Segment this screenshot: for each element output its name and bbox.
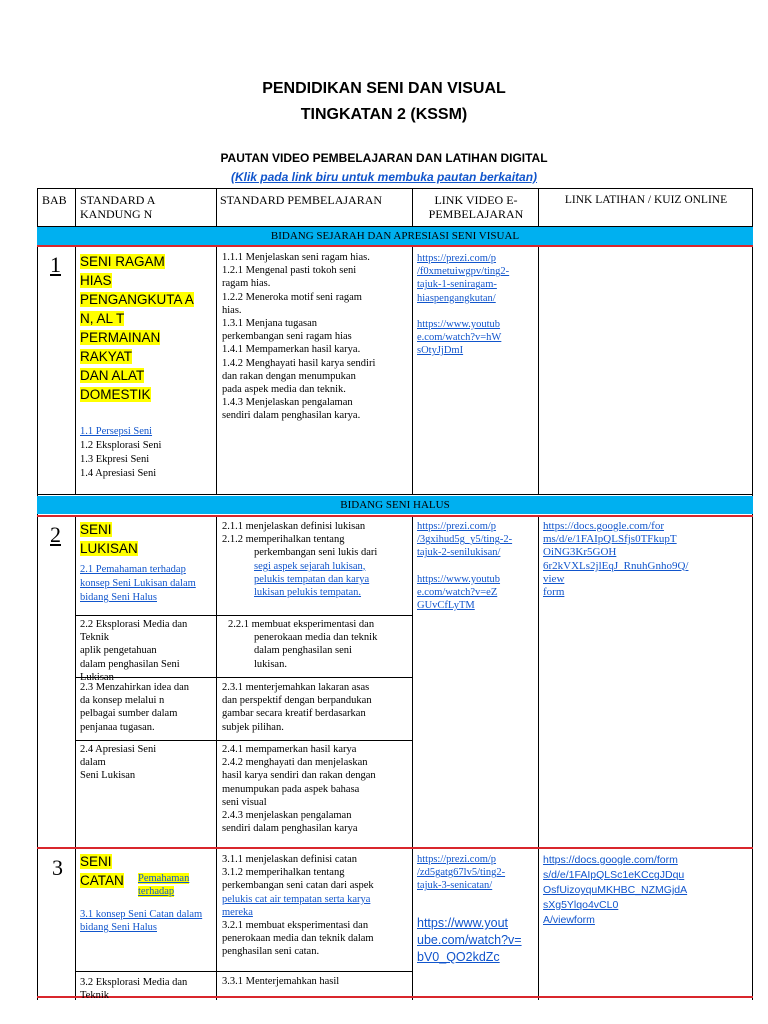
chapter-1-standard-pembelajaran: 1.1.1 Menjelaskan seni ragam hias. 1.2.1 Mengenal pasti tokoh seni ragam hias. 1.2.2 Meneroka motif seni ragam hias. 1.3.1 Menjana tugasan perkembangan seni ragam hias 1.4.1 Mempamerkan hasil karya. 1.4.2 Menghayati hasil karya sendiri dan rakan dengan menumpukan pada aspek media dan teknik. 1.4.3 Menjelaskan pengalaman sendiri dalam penghasilan karya. xyxy=(222,252,376,422)
table-top-border xyxy=(37,188,753,189)
sk-link-persepsi[interactable]: 1.1 Persepsi Seni xyxy=(80,426,153,437)
row-line xyxy=(75,740,412,741)
chapter-2-title: SENI LUKISAN xyxy=(80,522,138,556)
table-left-border xyxy=(37,188,38,1000)
chapter-3-sk-eksplorasi: 3.2 Eksplorasi Media dan Teknik xyxy=(80,977,188,1002)
chapter-number-3: 3 xyxy=(52,855,63,880)
document-subtitle: PAUTAN VIDEO PEMBELAJARAN DAN LATIHAN DIGITAL xyxy=(220,151,548,165)
chapter-2-sk-apresiasi: 2.4 Apresiasi Seni dalam Seni Lukisan xyxy=(80,744,157,782)
chapter-2-sk-eksplorasi: 2.2 Eksplorasi Media dan Teknik aplik pengetahuan dalam penghasilan Seni Lukisan xyxy=(80,619,188,683)
col-line xyxy=(412,517,413,1000)
col-line xyxy=(412,246,413,494)
row-line xyxy=(75,971,412,972)
chapter-2-sp-23: 2.3.1 menterjemahkan lakaran asas dan perspektif dengan berpandukan gambar secara kreatif berdasarkan subjek pilihan. xyxy=(222,682,372,733)
chapter-3-prezi-link[interactable]: https://prezi.com/p /zd5gatg67lv5/ting2- tajuk-3-senicatan/ xyxy=(417,854,506,892)
chapter-2-video-links[interactable]: https://prezi.com/p /3gxihud5g_y5/ting-2- tajuk-2-senilukisan/ https://www.youtub e.com/watch?v=eZ GUvCfLyTM xyxy=(417,521,513,612)
chapter-1-standard-kandungan: 1.1 Persepsi Seni 1.2 Eksplorasi Seni 1.3 Ekpresi Seni 1.4 Apresiasi Seni xyxy=(80,425,214,481)
chapter-1-title: SENI RAGAM HIAS PENGANGKUTA A N, AL T PERMAINAN RAKYAT DAN ALAT DOMESTIK xyxy=(80,254,194,402)
document-title: PENDIDIKAN SENI DAN VISUAL xyxy=(262,80,506,97)
col-line xyxy=(216,188,217,226)
chapter-3-youtube-link[interactable]: https://www.yout ube.com/watch?v= bV0_QO2kdZc xyxy=(417,916,522,964)
chapter-number-2: 2 xyxy=(50,522,61,547)
col-line xyxy=(75,517,76,1000)
chapter-3-sk-link[interactable]: Pemahaman terhadap 3.1 konsep Seni Catan dalam bidang Seni Halus xyxy=(80,873,203,933)
section-band-sejarah: BIDANG SEJARAH DAN APRESIASI SENI VISUAL xyxy=(37,227,753,245)
header-bab: BAB xyxy=(42,193,67,207)
section-band-seni-halus: BIDANG SENI HALUS xyxy=(37,496,753,514)
header-link-latihan: LINK LATIHAN / KUIZ ONLINE xyxy=(564,194,728,206)
header-link-video: LINK VIDEO E- PEMBELAJARAN xyxy=(428,193,524,221)
chapter-3-sp-31: 3.1.1 menjelaskan definisi catan 3.1.2 memperihalkan tentang perkembangan seni catan dari aspek pelukis cat air tempatan serta karya mereka 3.2.1 membuat eksperimentasi dan penerokaan media dan teknik dalam penghasilan seni catan. xyxy=(222,854,374,958)
chapter-2-sp-22: 2.2.1 membuat eksperimentasi dan penerokaan media dan teknik dalam penghasilan seni lukisan. xyxy=(228,619,378,670)
col-line xyxy=(412,188,413,226)
chapter-3-title: SENI CATAN xyxy=(80,854,124,888)
instruction-note: (Klik pada link biru untuk membuka pautan berkaitan) xyxy=(230,170,538,184)
chapter-2-sp-21: 2.1.1 menjelaskan definisi lukisan 2.1.2 memperihalkan tentang perkembangan seni lukis dari segi aspek sejarah lukisan, pelukis tempatan dan karya lukisan pelukis tempatan. xyxy=(222,521,378,599)
chapter-2-sk-link[interactable]: 2.1 Pemahaman terhadap konsep Seni Lukisan dalam bidang Seni Halus xyxy=(80,564,196,603)
row-line-red xyxy=(37,847,753,849)
col-line xyxy=(216,246,217,494)
chapter-number-1: 1 xyxy=(50,252,61,277)
chapter-3-quiz-link[interactable]: https://docs.google.com/form s/d/e/1FAIpQLSc1eKCcgJDqu OsfUizoyquMKHBC_NZMGjdA sXg5Ylqo4vCL0 A/viewform xyxy=(543,854,688,926)
col-line xyxy=(538,246,539,494)
chapter-1-video-links[interactable]: https://prezi.com/p /f0xmetuiwgpv/ting2- tajuk-1-seniragam- hiaspengangkutan/ https://www.youtub e.com/watch?v=hW sOtyJjDmI xyxy=(417,253,510,357)
row-line xyxy=(37,494,753,495)
header-standard-pembelajaran: STANDARD PEMBELAJARAN xyxy=(220,193,383,207)
col-line xyxy=(538,517,539,1000)
chapter-3-sp-33: 3.3.1 Menterjemahkan hasil xyxy=(222,976,340,987)
chapter-2-sk-menzahirkan: 2.3 Menzahirkan idea dan da konsep melalui n pelbagai sumber dalam penjanaa tugasan. xyxy=(80,682,190,733)
col-line xyxy=(216,517,217,1000)
row-line xyxy=(75,615,412,616)
col-line xyxy=(75,246,76,494)
chapter-2-sp-24: 2.4.1 mempamerkan hasil karya 2.4.2 menghayati dan menjelaskan hasil karya sendiri dan rakan dengan menumpukan pada aspek bahasa seni visual 2.4.3 menjelaskan pengalaman sendiri dalam penghasilan karya xyxy=(222,744,376,835)
header-standard-kandungan: STANDARD A KANDUNG N xyxy=(80,193,156,221)
chapter-2-quiz-link[interactable]: https://docs.google.com/for ms/d/e/1FAIpQLSfjs0TFkupT OiNG3Kr5GOH 6r2kVXLs2jlEqJ_RnuhGnho9Q/ view form xyxy=(543,520,689,599)
col-line xyxy=(538,188,539,226)
row-line-red xyxy=(37,245,753,247)
table-right-border xyxy=(752,188,753,1000)
document-grade: TINGKATAN 2 (KSSM) xyxy=(300,106,468,123)
col-line xyxy=(75,188,76,226)
row-line-red xyxy=(37,515,753,517)
